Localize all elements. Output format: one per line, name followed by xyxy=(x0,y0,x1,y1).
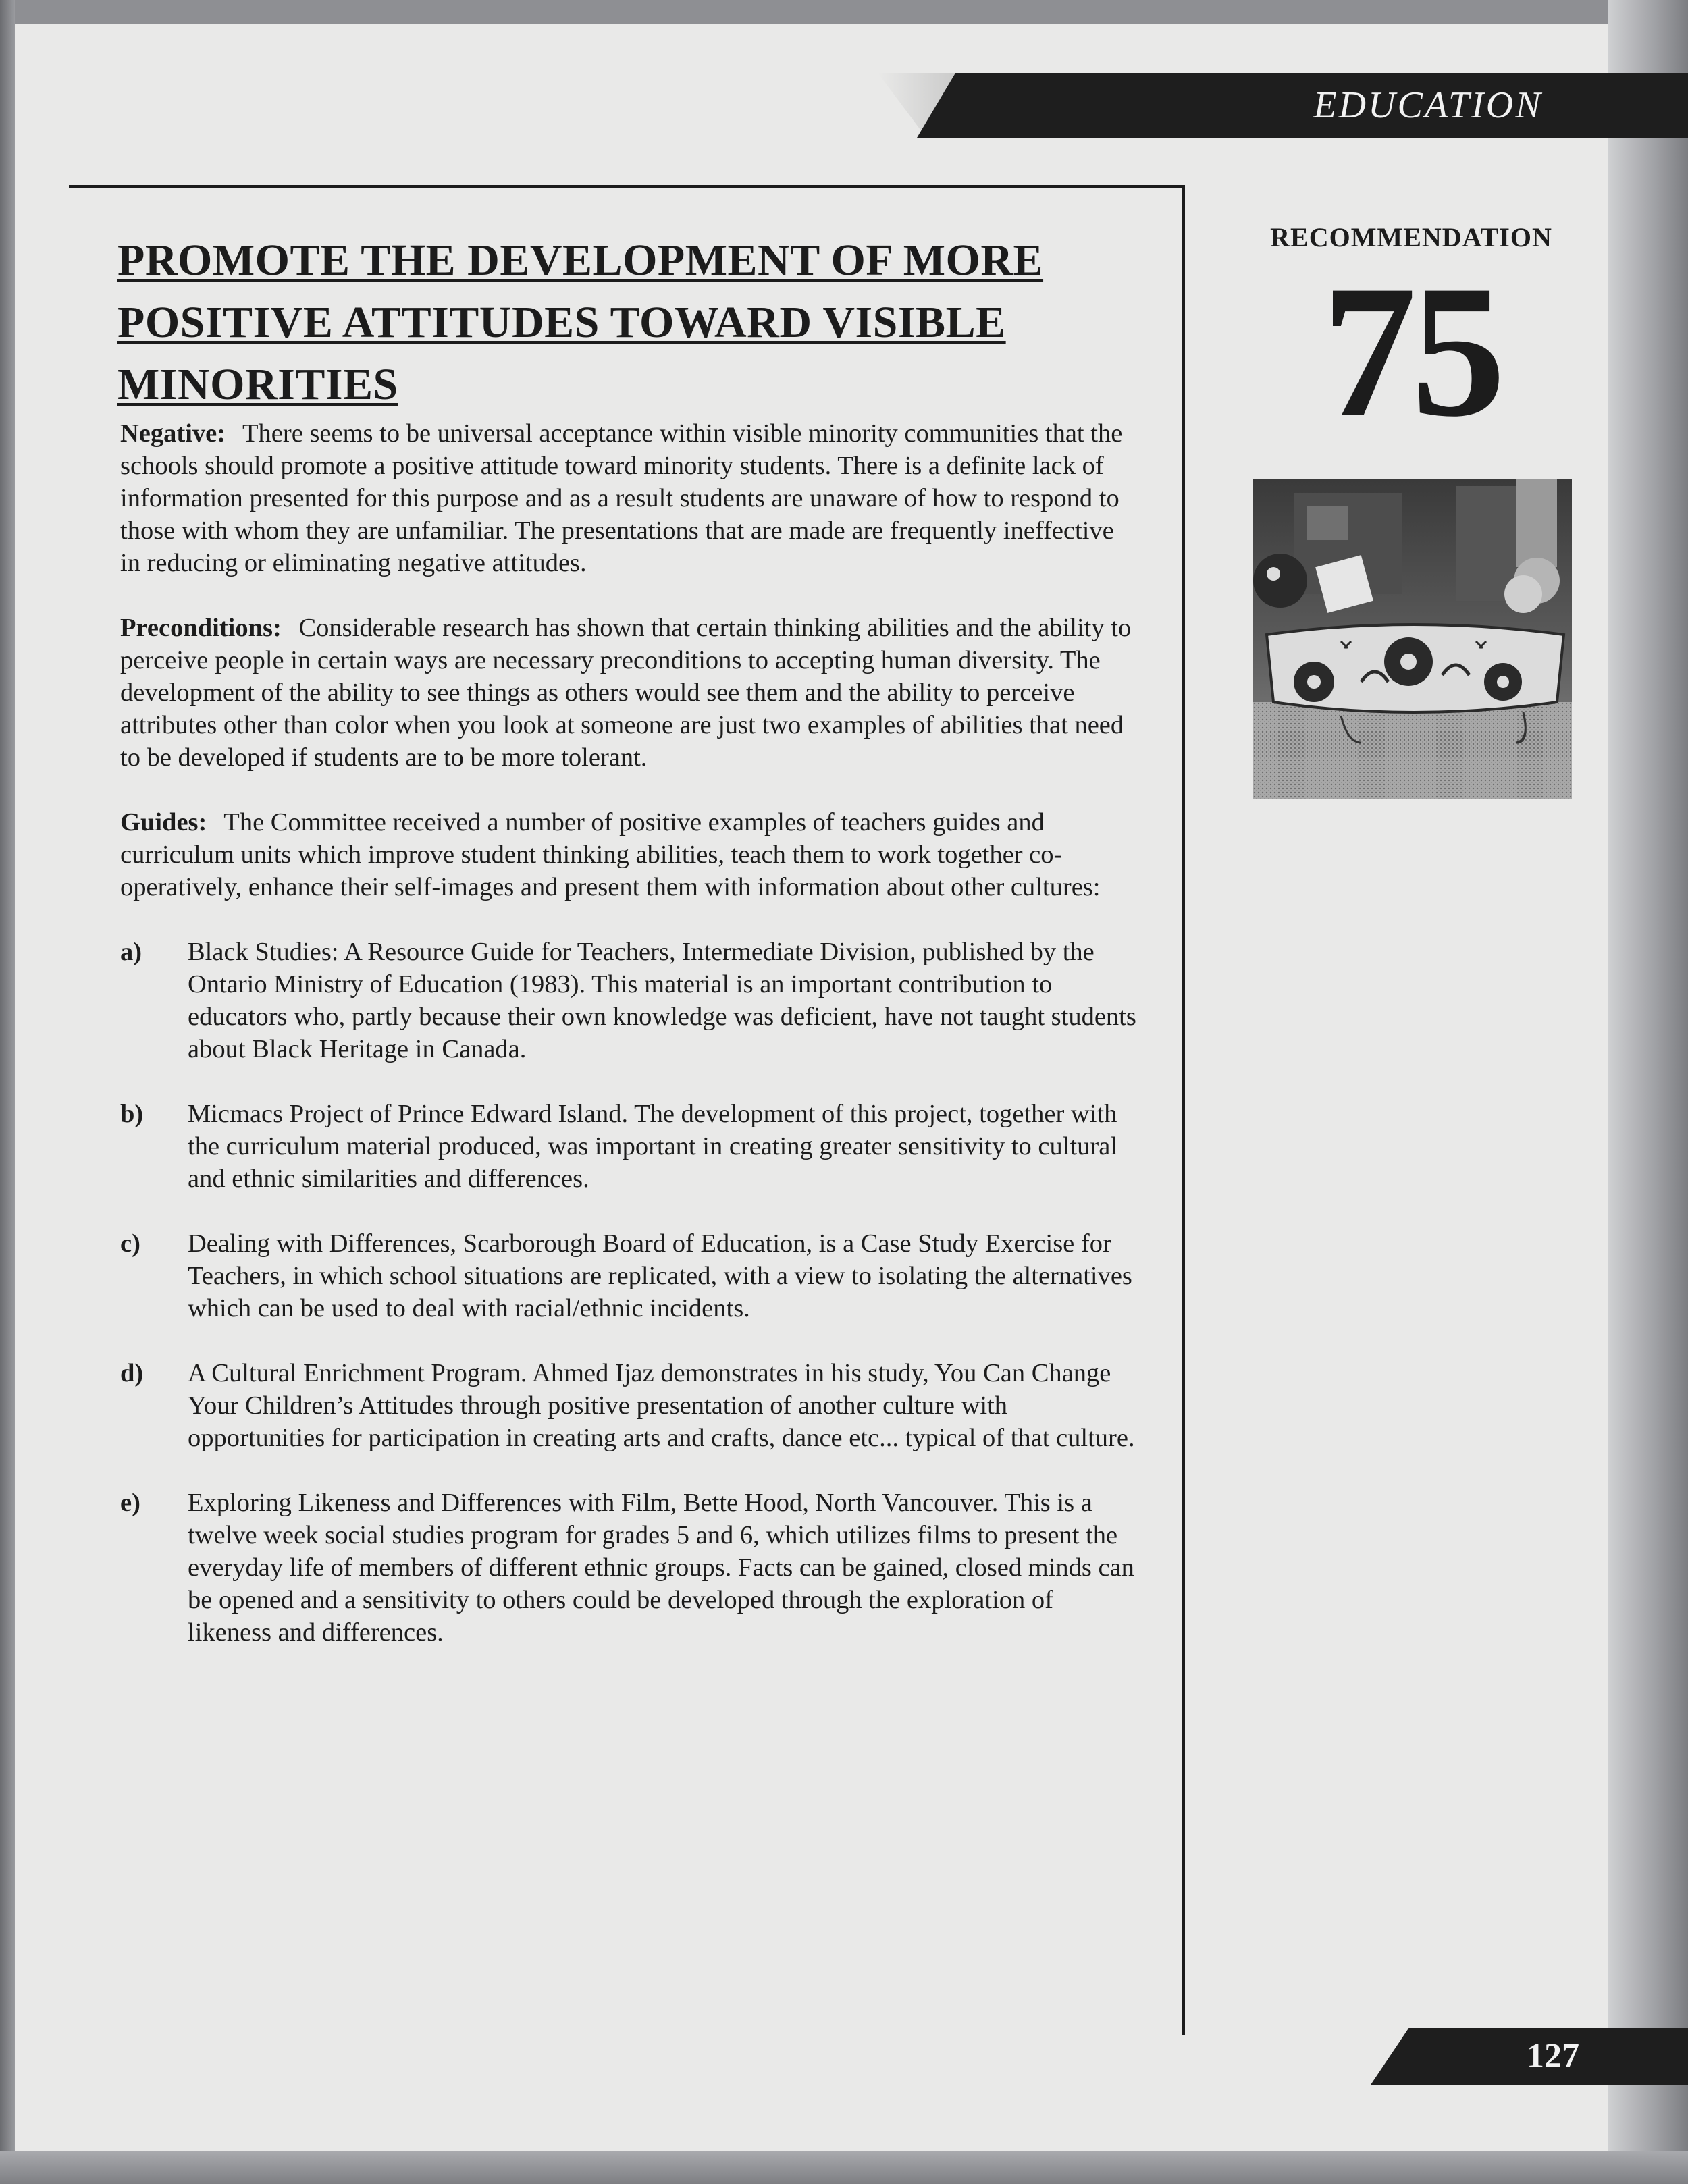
list-item-text: Black Studies: A Resource Guide for Teachers, Intermediate Division, published by the Ontario Ministry of Education (1983). This material is an important contribution to educators who, partly because their own knowledge was deficient, have not taught students about Black Heritage in Canada. xyxy=(188,938,1136,1063)
list-item-text: A Cultural Enrichment Program. Ahmed Ijaz demonstrates in his study, You Can Change Your Children’s Attitudes through positive presentation of another culture with opportunities for participation in creating arts and crafts, dance etc... typical of that culture. xyxy=(188,1359,1135,1452)
negative-text: There seems to be universal acceptance within visible minority communities that the schools should promote a positive attitude toward minority students. There is a definite lack of information presented for this purpose and as a result students are unaware of how to respond to those with whom they are unfamiliar. The presentations that are made are frequently ineffective in reducing or eliminating negative attitudes. xyxy=(120,419,1123,577)
list-item-text: Exploring Likeness and Differences with Film, Bette Hood, North Vancouver. This is a twelve week social studies program for grades 5 and 6, which utilizes films to present the everyday life of members of different ethnic groups. Facts can be gained, closed minds can be opened and a sensitivity to others could be developed through the exploration of likeness and differences. xyxy=(188,1489,1134,1647)
list-item xyxy=(120,1227,1140,1325)
list-item-text: Micmacs Project of Prince Edward Island. The development of this project, together with the curriculum material produced, was important in creating greater sensitivity to cultural and ethnic similarities and differences. xyxy=(188,1100,1117,1193)
title-line-2: POSITIVE ATTITUDES TOWARD VISIBLE xyxy=(117,298,1006,347)
section-header-label: EDUCATION xyxy=(1313,84,1543,126)
page-bottom-edge xyxy=(0,2151,1688,2184)
list-item-letter: c) xyxy=(120,1229,140,1258)
guides-paragraph xyxy=(120,806,1140,903)
recommendation-number: 75 xyxy=(1322,246,1500,456)
frame-top-rule xyxy=(69,185,1184,188)
list-item-letter: e) xyxy=(120,1489,140,1517)
article-title xyxy=(117,230,1144,416)
list-item xyxy=(120,1357,1140,1454)
guides-label: Guides: xyxy=(120,808,207,836)
list-item xyxy=(120,1098,1140,1195)
frame-right-rule xyxy=(1182,185,1185,2035)
page-left-edge xyxy=(0,0,15,2184)
preconditions-label: Preconditions: xyxy=(120,614,282,642)
list-item-letter: d) xyxy=(120,1359,144,1387)
negative-label: Negative: xyxy=(120,419,226,448)
list-item xyxy=(120,1487,1140,1649)
title-line-1: PROMOTE THE DEVELOPMENT OF MORE xyxy=(117,236,1044,285)
list-item xyxy=(120,936,1140,1065)
page-number: 127 xyxy=(1527,2037,1579,2075)
bathtub-photo xyxy=(1253,479,1572,799)
book-spine-shadow xyxy=(1608,0,1688,2184)
list-item-letter: b) xyxy=(120,1100,144,1128)
list-item-letter: a) xyxy=(120,938,142,966)
preconditions-paragraph xyxy=(120,612,1140,774)
guides-text: The Committee received a number of positive examples of teachers guides and curriculum units which improve student thinking abilities, teach them to work together co-operatively, enhance their self-images and present them with information about other cultures: xyxy=(120,808,1101,901)
article-body xyxy=(120,417,1140,1681)
preconditions-text: Considerable research has shown that certain thinking abilities and the ability to perceive people in certain ways are necessary preconditions to accepting human diversity. The development of the ability to see things as others would see them and the ability to perceive attributes other than color when you look at someone are just two examples of abilities that need to be developed if students are to be more tolerant. xyxy=(120,614,1132,772)
recommendation-label: RECOMMENDATION xyxy=(1270,222,1552,252)
list-item-text: Dealing with Differences, Scarborough Board of Education, is a Case Study Exercise for Teachers, in which school situations are replicated, with a view to isolating the alternatives which can be used to deal with racial/ethnic incidents. xyxy=(188,1229,1132,1323)
negative-paragraph xyxy=(120,417,1140,579)
title-line-3: MINORITIES xyxy=(117,360,398,409)
